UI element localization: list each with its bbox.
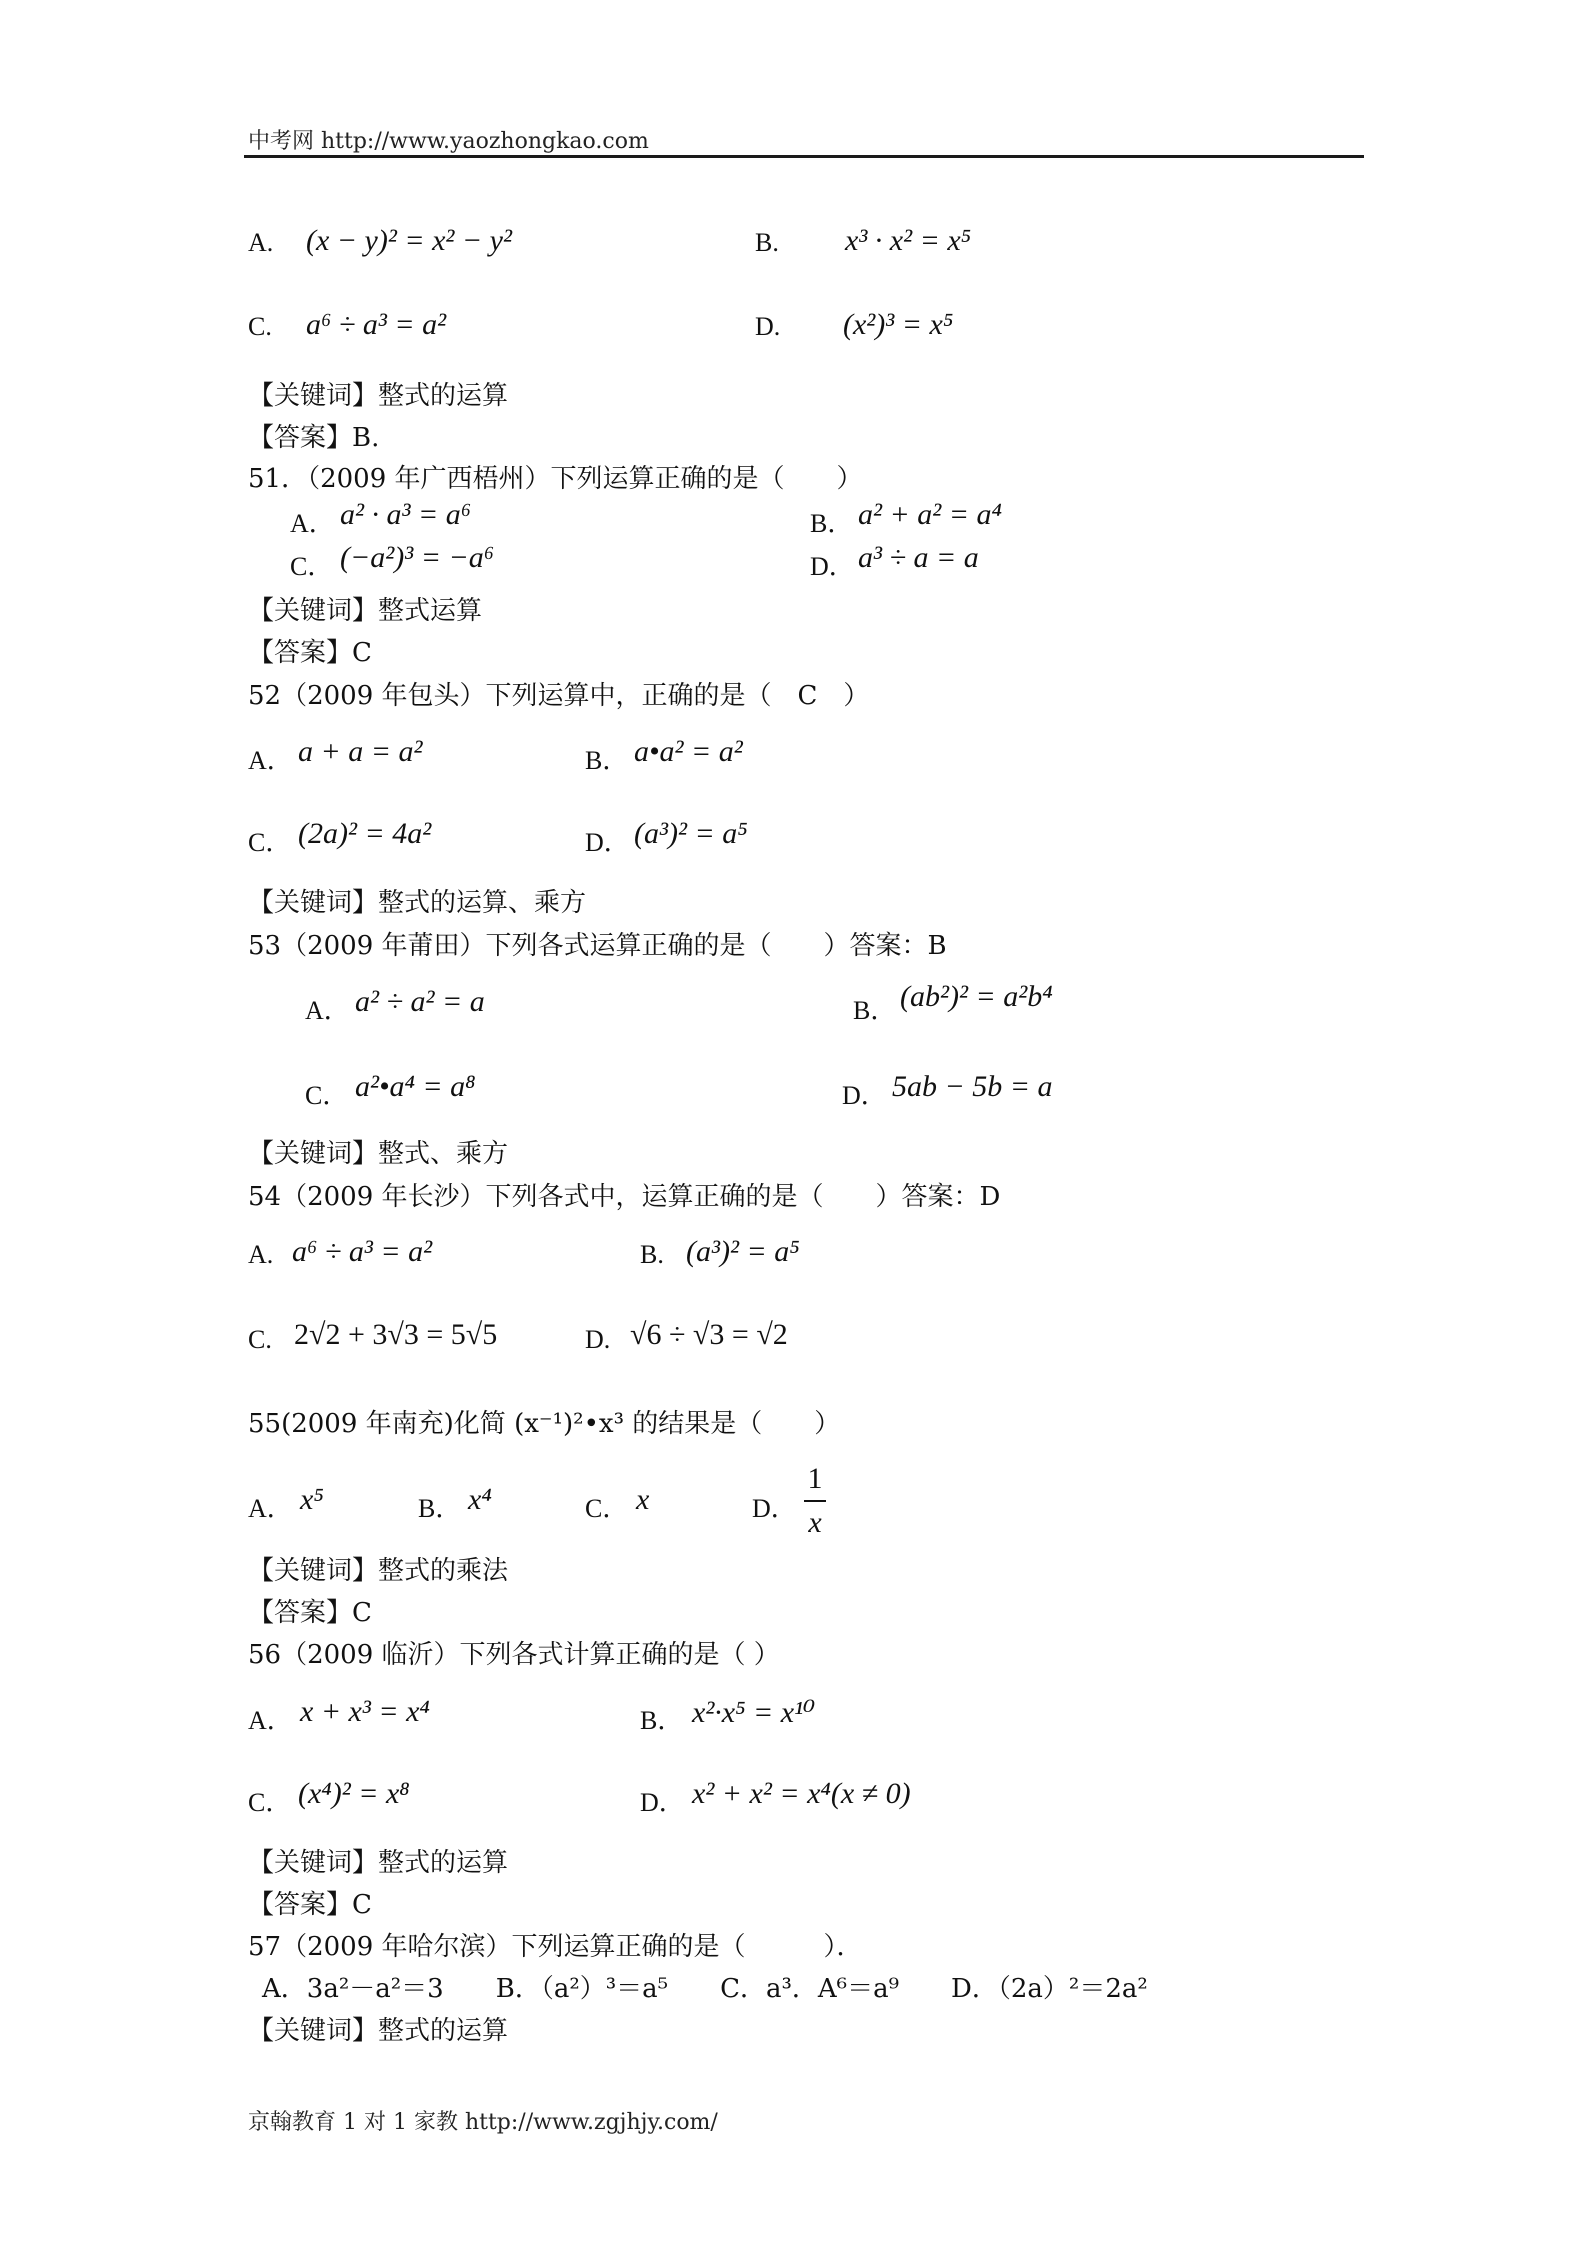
q52-option-a-label: A． [248, 746, 293, 775]
page-footer: 京翰教育 1 对 1 家教 http://www.zgjhjy.com/ [248, 2110, 718, 2135]
fraction-numerator: 1 [807, 1462, 823, 1495]
q56-option-b-label: B． [640, 1706, 684, 1735]
q50-option-d-label: D. [755, 312, 781, 341]
q50-option-b: x³ · x² = x⁵ [845, 224, 972, 257]
page-header: 中考网 http://www.yaozhongkao.com [248, 129, 649, 154]
q53-option-a: a² ÷ a² = a [355, 985, 485, 1018]
q50-option-c-label: C. [248, 312, 272, 341]
q56-option-a: x + x³ = x⁴ [300, 1695, 430, 1728]
q55-option-b-label: B． [418, 1494, 462, 1523]
q55-keyword: 【关键词】整式的乘法 [248, 1556, 509, 1586]
q56-option-c: (x⁴)² = x⁸ [298, 1777, 410, 1810]
header-divider [244, 155, 1364, 158]
q57-keyword: 【关键词】整式的运算 [248, 2016, 509, 2046]
q54-option-a-label: A. [248, 1240, 274, 1269]
q51-option-c: (−a²)³ = −a⁶ [340, 541, 495, 574]
q50-option-c: a⁶ ÷ a³ = a² [306, 308, 447, 341]
q57-options: A．3a²－a²＝3 B．（a²）³＝a⁵ C．a³．A⁶＝a⁹ D．（2a）²＝2a² [262, 1974, 1148, 2004]
q52-option-d-label: D． [585, 828, 630, 857]
q53-option-d-label: D． [842, 1081, 887, 1110]
q54-option-c: 2√2 + 3√3 = 5√5 [294, 1318, 498, 1351]
q51-answer: 【答案】C [248, 638, 372, 668]
q52-option-b-label: B． [585, 746, 629, 775]
q57-stem: 57（2009 年哈尔滨）下列运算正确的是（ ）． [248, 1932, 863, 1962]
q52-option-a: a + a = a² [298, 735, 423, 768]
q56-option-d-label: D． [640, 1788, 685, 1817]
q56-option-d: x² + x² = x⁴(x ≠ 0) [692, 1777, 911, 1810]
q52-stem: 52（2009 年包头）下列运算中，正确的是（ C ） [248, 681, 870, 711]
q53-option-b-label: B． [853, 996, 897, 1025]
q54-option-b: (a³)² = a⁵ [686, 1235, 800, 1268]
q56-option-a-label: A． [248, 1706, 293, 1735]
q55-option-d-label: D． [752, 1494, 797, 1523]
fraction-denominator: x [808, 1506, 822, 1539]
q55-stem: 55(2009 年南充)化简 (x⁻¹)²•x³ 的结果是（ ） [248, 1409, 841, 1439]
q53-keyword: 【关键词】整式、乘方 [248, 1139, 509, 1169]
q54-option-a: a⁶ ÷ a³ = a² [292, 1235, 433, 1268]
q50-option-b-label: B. [755, 228, 779, 257]
q56-keyword: 【关键词】整式的运算 [248, 1848, 509, 1878]
q55-option-d-fraction [804, 1462, 826, 1540]
q55-option-b: x⁴ [468, 1483, 492, 1516]
q53-option-c: a²•a⁴ = a⁸ [355, 1070, 476, 1103]
q54-option-d-label: D. [585, 1325, 611, 1354]
q56-option-c-label: C． [248, 1788, 292, 1817]
q51-option-b: a² + a² = a⁴ [858, 498, 1002, 531]
q53-option-a-label: A． [305, 996, 350, 1025]
q53-stem: 53（2009 年莆田）下列各式运算正确的是（ ）答案：B [248, 931, 947, 961]
q55-answer: 【答案】C [248, 1598, 372, 1628]
q51-option-a: a² · a³ = a⁶ [340, 498, 472, 531]
q53-option-c-label: C． [305, 1081, 349, 1110]
q55-option-a: x⁵ [300, 1483, 324, 1516]
q53-option-d: 5ab − 5b = a [892, 1070, 1053, 1103]
q51-option-d: a³ ÷ a = a [858, 541, 979, 574]
q52-option-c: (2a)² = 4a² [298, 817, 432, 850]
q51-option-c-label: C． [290, 552, 334, 581]
q54-option-d: √6 ÷ √3 = √2 [630, 1318, 788, 1351]
q54-stem: 54（2009 年长沙）下列各式中，运算正确的是（ ）答案：D [248, 1182, 1001, 1212]
q51-option-b-label: B． [810, 509, 854, 538]
q50-keyword: 【关键词】整式的运算 [248, 381, 509, 411]
q50-answer: 【答案】B. [248, 423, 380, 453]
q50-option-a: (x − y)² = x² − y² [306, 224, 512, 257]
q51-option-d-label: D． [810, 552, 855, 581]
q53-option-b: (ab²)² = a²b⁴ [900, 980, 1053, 1013]
q50-option-d: (x²)³ = x⁵ [843, 308, 954, 341]
q55-option-a-label: A． [248, 1494, 293, 1523]
fraction-bar [804, 1500, 826, 1502]
q52-option-d: (a³)² = a⁵ [634, 817, 748, 850]
q55-option-c: x [636, 1483, 650, 1516]
q56-answer: 【答案】C [248, 1890, 372, 1920]
q52-keyword: 【关键词】整式的运算、乘方 [248, 888, 587, 918]
q56-option-b: x²·x⁵ = x¹⁰ [692, 1696, 816, 1729]
q52-option-b: a•a² = a² [634, 735, 743, 768]
q55-option-c-label: C． [585, 1494, 629, 1523]
q51-stem: 51．（2009 年广西梧州）下列运算正确的是（ ） [248, 464, 863, 494]
q56-stem: 56（2009 临沂）下列各式计算正确的是（ ） [248, 1640, 780, 1670]
q54-option-b-label: B. [640, 1240, 664, 1269]
q51-option-a-label: A． [290, 509, 335, 538]
q52-option-c-label: C． [248, 828, 292, 857]
q51-keyword: 【关键词】整式运算 [248, 596, 483, 626]
q50-option-a-label: A. [248, 228, 274, 257]
q54-option-c-label: C. [248, 1325, 272, 1354]
